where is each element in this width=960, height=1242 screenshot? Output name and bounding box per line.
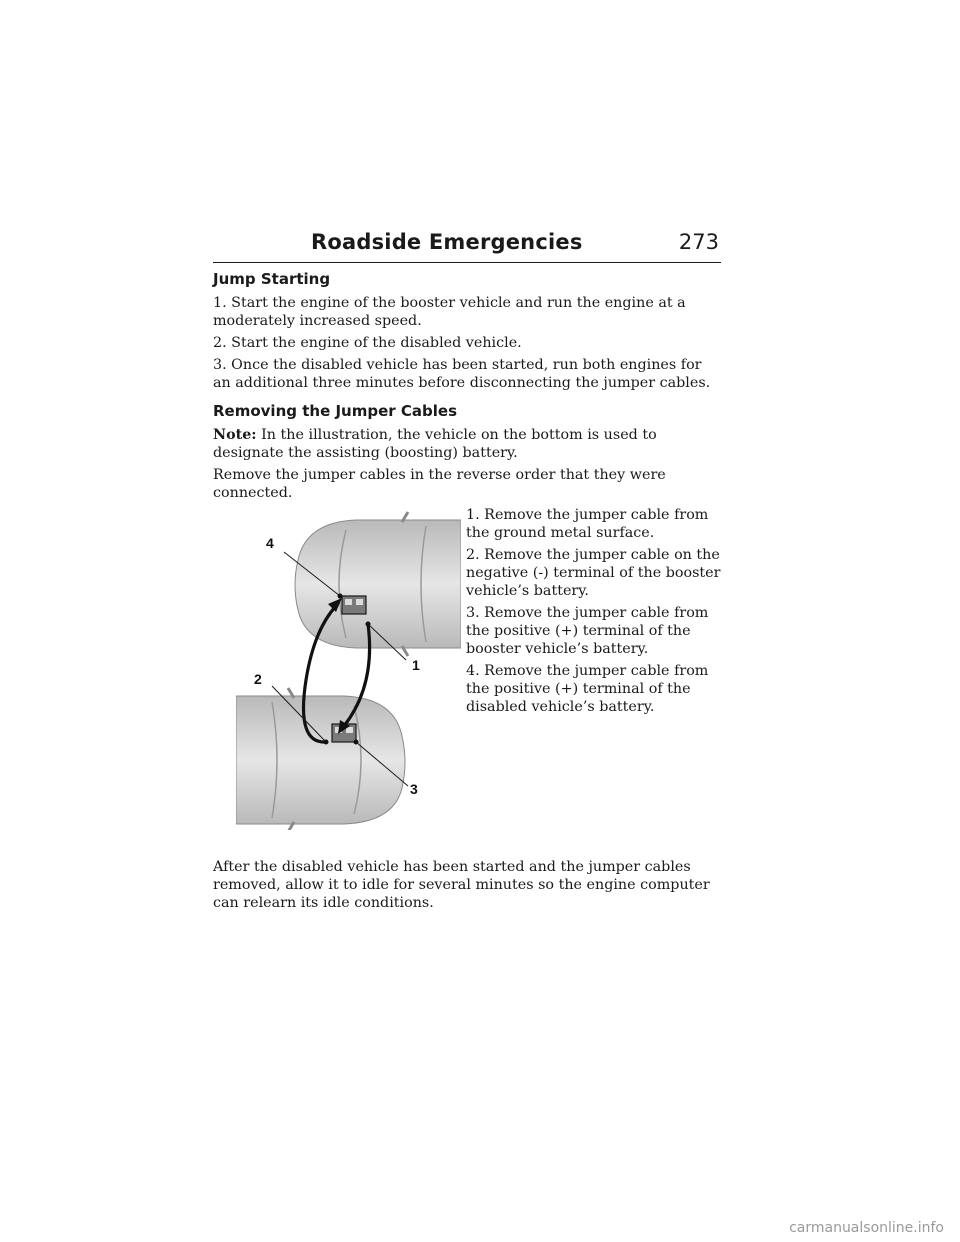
remove-step-4: 4. Remove the jumper cable from the positive (+) terminal of the disabled vehicle’s battery. — [466, 663, 709, 715]
note-paragraph — [213, 426, 723, 462]
jump-step-2: 2. Start the engine of the disabled vehicle. — [213, 335, 522, 351]
callout-4: 4 — [266, 535, 274, 551]
terminal-dot-4 — [338, 594, 343, 599]
jump-step-3: 3. Once the disabled vehicle has been started, run both engines for an additional three minutes before disconnecting the jumper cables. — [213, 357, 711, 391]
note-label: Note: — [213, 427, 257, 443]
jump-starting-heading: Jump Starting — [213, 270, 331, 288]
section-title: Roadside Emergencies — [311, 230, 583, 254]
watermark: carmanualsonline.info — [789, 1220, 944, 1236]
terminal-dot-3 — [354, 740, 359, 745]
note-text: In the illustration, the vehicle on the bottom is used to designate the assisting (boosting) battery. — [213, 427, 657, 461]
remove-step-2: 2. Remove the jumper cable on the negative (-) terminal of the booster vehicle’s battery. — [466, 547, 721, 599]
terminal-dot-2 — [324, 740, 329, 745]
callout-2: 2 — [254, 671, 262, 687]
page-header — [213, 226, 721, 263]
bottom-car — [236, 688, 405, 830]
page-number: 273 — [678, 230, 719, 254]
remove-step-3: 3. Remove the jumper cable from the positive (+) terminal of the booster vehicle’s battery. — [466, 605, 709, 657]
callout-3: 3 — [410, 781, 418, 797]
illustration-svg — [236, 500, 461, 830]
disabled-battery-icon — [342, 596, 366, 614]
removing-intro: Remove the jumper cables in the reverse order that they were connected. — [213, 467, 666, 501]
callout-1: 1 — [412, 657, 420, 673]
closing-paragraph: After the disabled vehicle has been started and the jumper cables removed, allow it to idle for several minutes so the engine computer can relearn its idle conditions. — [213, 859, 710, 911]
jumper-cable-illustration — [236, 500, 461, 830]
jump-step-1: 1. Start the engine of the booster vehicle and run the engine at a moderately increased speed. — [213, 295, 686, 329]
removing-heading: Removing the Jumper Cables — [213, 402, 457, 420]
terminal-dot-1 — [366, 622, 371, 627]
remove-step-1: 1. Remove the jumper cable from the ground metal surface. — [466, 507, 709, 541]
